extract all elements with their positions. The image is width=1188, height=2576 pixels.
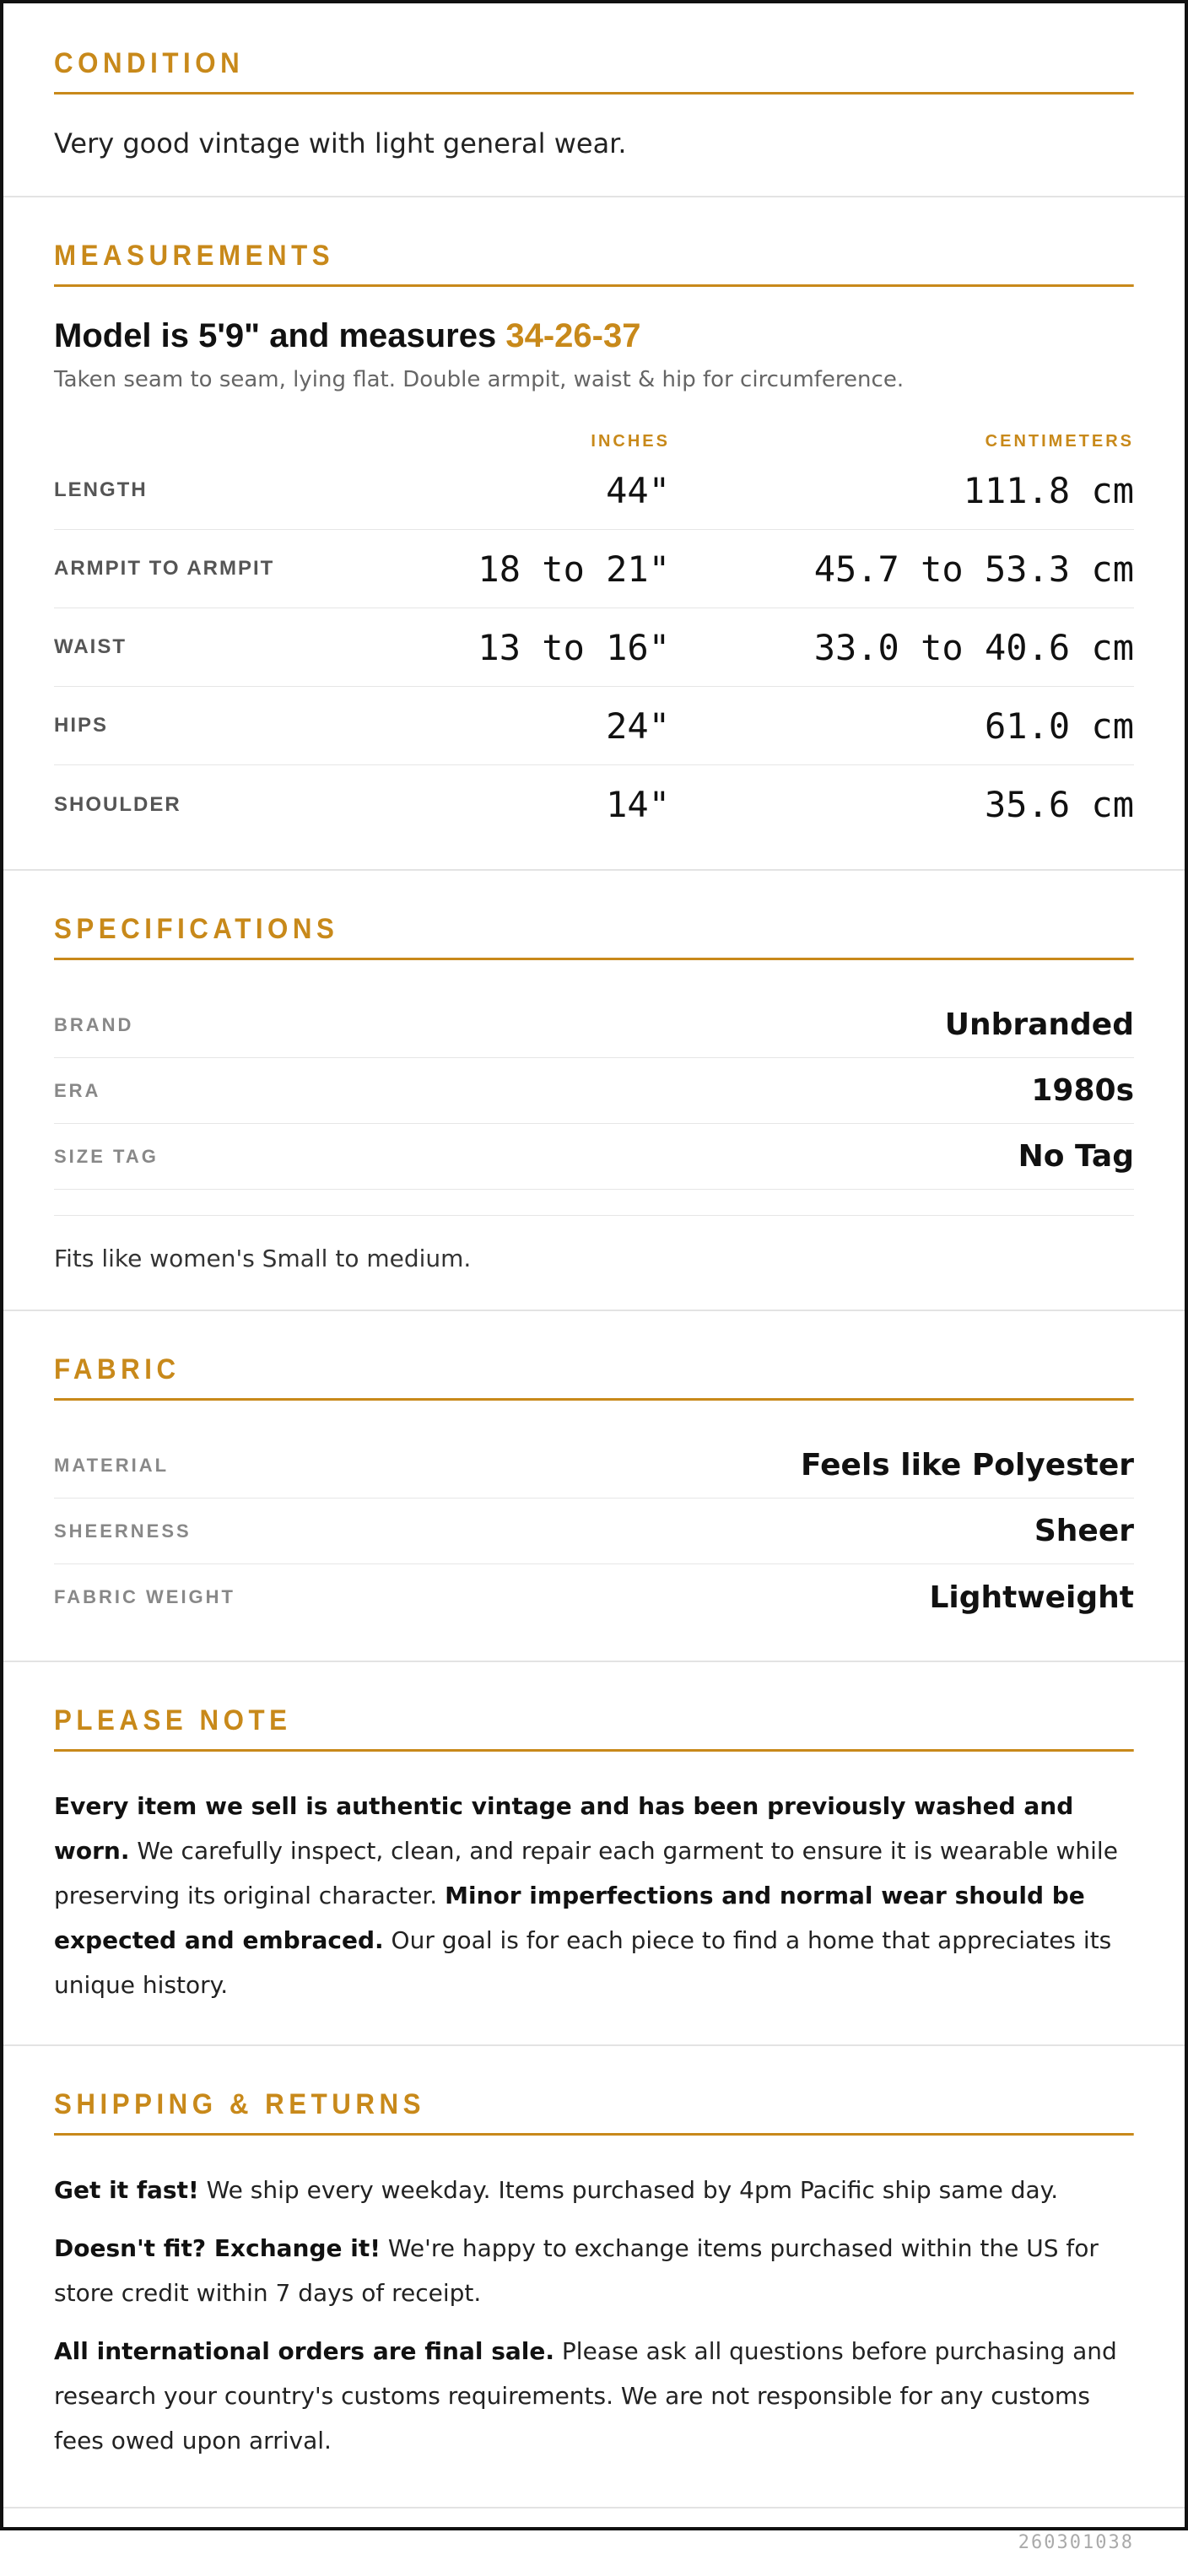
model-prefix: Model is 5'9" and measures — [54, 317, 506, 354]
measurements-table — [54, 414, 1134, 844]
fabric-label: MATERIAL — [54, 1454, 170, 1476]
please-note-bold-2: Minor imperfections and normal wear should be expected and embraced. — [54, 1882, 1085, 1954]
measurements-subtitle: Taken seam to seam, lying flat. Double armpit, waist & hip for circumference. — [54, 367, 904, 392]
fabric-value: Lightweight — [929, 1580, 1134, 1615]
measurement-cm: 61.0 cm — [984, 705, 1134, 747]
shipping-para-3 — [54, 2329, 1134, 2463]
spec-label: ERA — [54, 1079, 101, 1101]
measurement-cm: 111.8 cm — [963, 469, 1134, 511]
fabric-section — [3, 1311, 1185, 1662]
measurement-row — [54, 687, 1134, 765]
spec-value: No Tag — [1018, 1139, 1134, 1174]
fabric-row-sheerness — [54, 1499, 1134, 1564]
condition-section — [3, 3, 1185, 197]
shipping-bold-2: Doesn't fit? Exchange it! — [54, 2234, 381, 2262]
fabric-value: Feels like Polyester — [800, 1448, 1134, 1482]
measurement-label: SHOULDER — [54, 792, 181, 816]
shipping-text-3: Please ask all questions before purchasing and research your country's customs requirements. We are not responsible for any customs fees owed upon arrival. — [54, 2337, 1117, 2454]
please-note-text-2: Our goal is for each piece to find a home that appreciates its unique history. — [54, 1926, 1112, 1999]
measurements-section — [3, 197, 1185, 871]
measurement-row — [54, 765, 1134, 844]
fabric-label: SHEERNESS — [54, 1520, 192, 1542]
please-note-heading: PLEASE NOTE — [54, 1704, 1134, 1752]
shipping-text-1: We ship every weekday. Items purchased by 4pm Pacific ship same day. — [198, 2176, 1059, 2204]
col-header-centimeters: CENTIMETERS — [985, 432, 1134, 451]
please-note-text — [54, 1784, 1134, 2007]
condition-heading: CONDITION — [54, 47, 1134, 95]
measurement-row — [54, 451, 1134, 530]
measurement-inches: 13 to 16" — [478, 626, 670, 668]
specifications-section — [3, 871, 1185, 1311]
footer — [3, 2508, 1185, 2576]
please-note-section — [3, 1662, 1185, 2046]
measurement-label: HIPS — [54, 714, 109, 737]
shipping-bold-1: Get it fast! — [54, 2176, 199, 2204]
please-note-bold-1: Every item we sell is authentic vintage and has been previously washed and worn. — [54, 1792, 1074, 1865]
spec-value: 1980s — [1031, 1073, 1134, 1108]
measurement-inches: 18 to 21" — [478, 548, 670, 590]
measurements-heading: MEASUREMENTS — [54, 240, 1134, 287]
spec-label: BRAND — [54, 1013, 134, 1035]
measurement-row — [54, 608, 1134, 687]
spec-value: Unbranded — [944, 1007, 1134, 1042]
measurement-label: WAIST — [54, 635, 127, 658]
shipping-section — [3, 2046, 1185, 2508]
col-header-inches: INCHES — [591, 432, 670, 451]
fabric-row-material — [54, 1433, 1134, 1499]
spec-row-era — [54, 1058, 1134, 1124]
shipping-para-2 — [54, 2226, 1134, 2315]
measurement-cm: 35.6 cm — [984, 784, 1134, 825]
fabric-row-weight — [54, 1564, 1134, 1630]
spec-row-size-tag — [54, 1124, 1134, 1190]
shipping-heading: SHIPPING & RETURNS — [54, 2088, 1134, 2136]
model-measurements-title — [54, 317, 1134, 355]
please-note-text-1: We carefully inspect, clean, and repair each garment to ensure it is wearable while preserving its original character. — [54, 1837, 1118, 1909]
fabric-label: FABRIC WEIGHT — [54, 1586, 235, 1607]
measurement-label: LENGTH — [54, 478, 148, 501]
condition-text: Very good vintage with light general wear. — [54, 127, 627, 159]
measurement-inches: 24" — [606, 705, 670, 747]
shipping-para-1 — [54, 2168, 1134, 2212]
fabric-value: Sheer — [1034, 1514, 1134, 1548]
shipping-bold-3: All international orders are final sale. — [54, 2337, 555, 2365]
specifications-heading: SPECIFICATIONS — [54, 913, 1134, 960]
product-code: 260301038 — [1018, 2531, 1134, 2553]
measurements-header-row — [54, 414, 1134, 451]
fabric-heading: FABRIC — [54, 1353, 1134, 1401]
measurement-cm: 45.7 to 53.3 cm — [813, 548, 1134, 590]
measurement-inches: 14" — [606, 784, 670, 825]
measurement-label: ARMPIT TO ARMPIT — [54, 557, 275, 580]
measurement-row — [54, 530, 1134, 608]
shipping-text-2: We're happy to exchange items purchased within the US for store credit within 7 days of receipt. — [54, 2234, 1099, 2307]
fit-note: Fits like women's Small to medium. — [54, 1215, 1134, 1272]
measurement-inches: 44" — [606, 469, 670, 511]
measurement-cm: 33.0 to 40.6 cm — [813, 626, 1134, 668]
spec-row-brand — [54, 992, 1134, 1058]
model-measures: 34-26-37 — [505, 317, 641, 354]
spec-label: SIZE TAG — [54, 1145, 159, 1167]
